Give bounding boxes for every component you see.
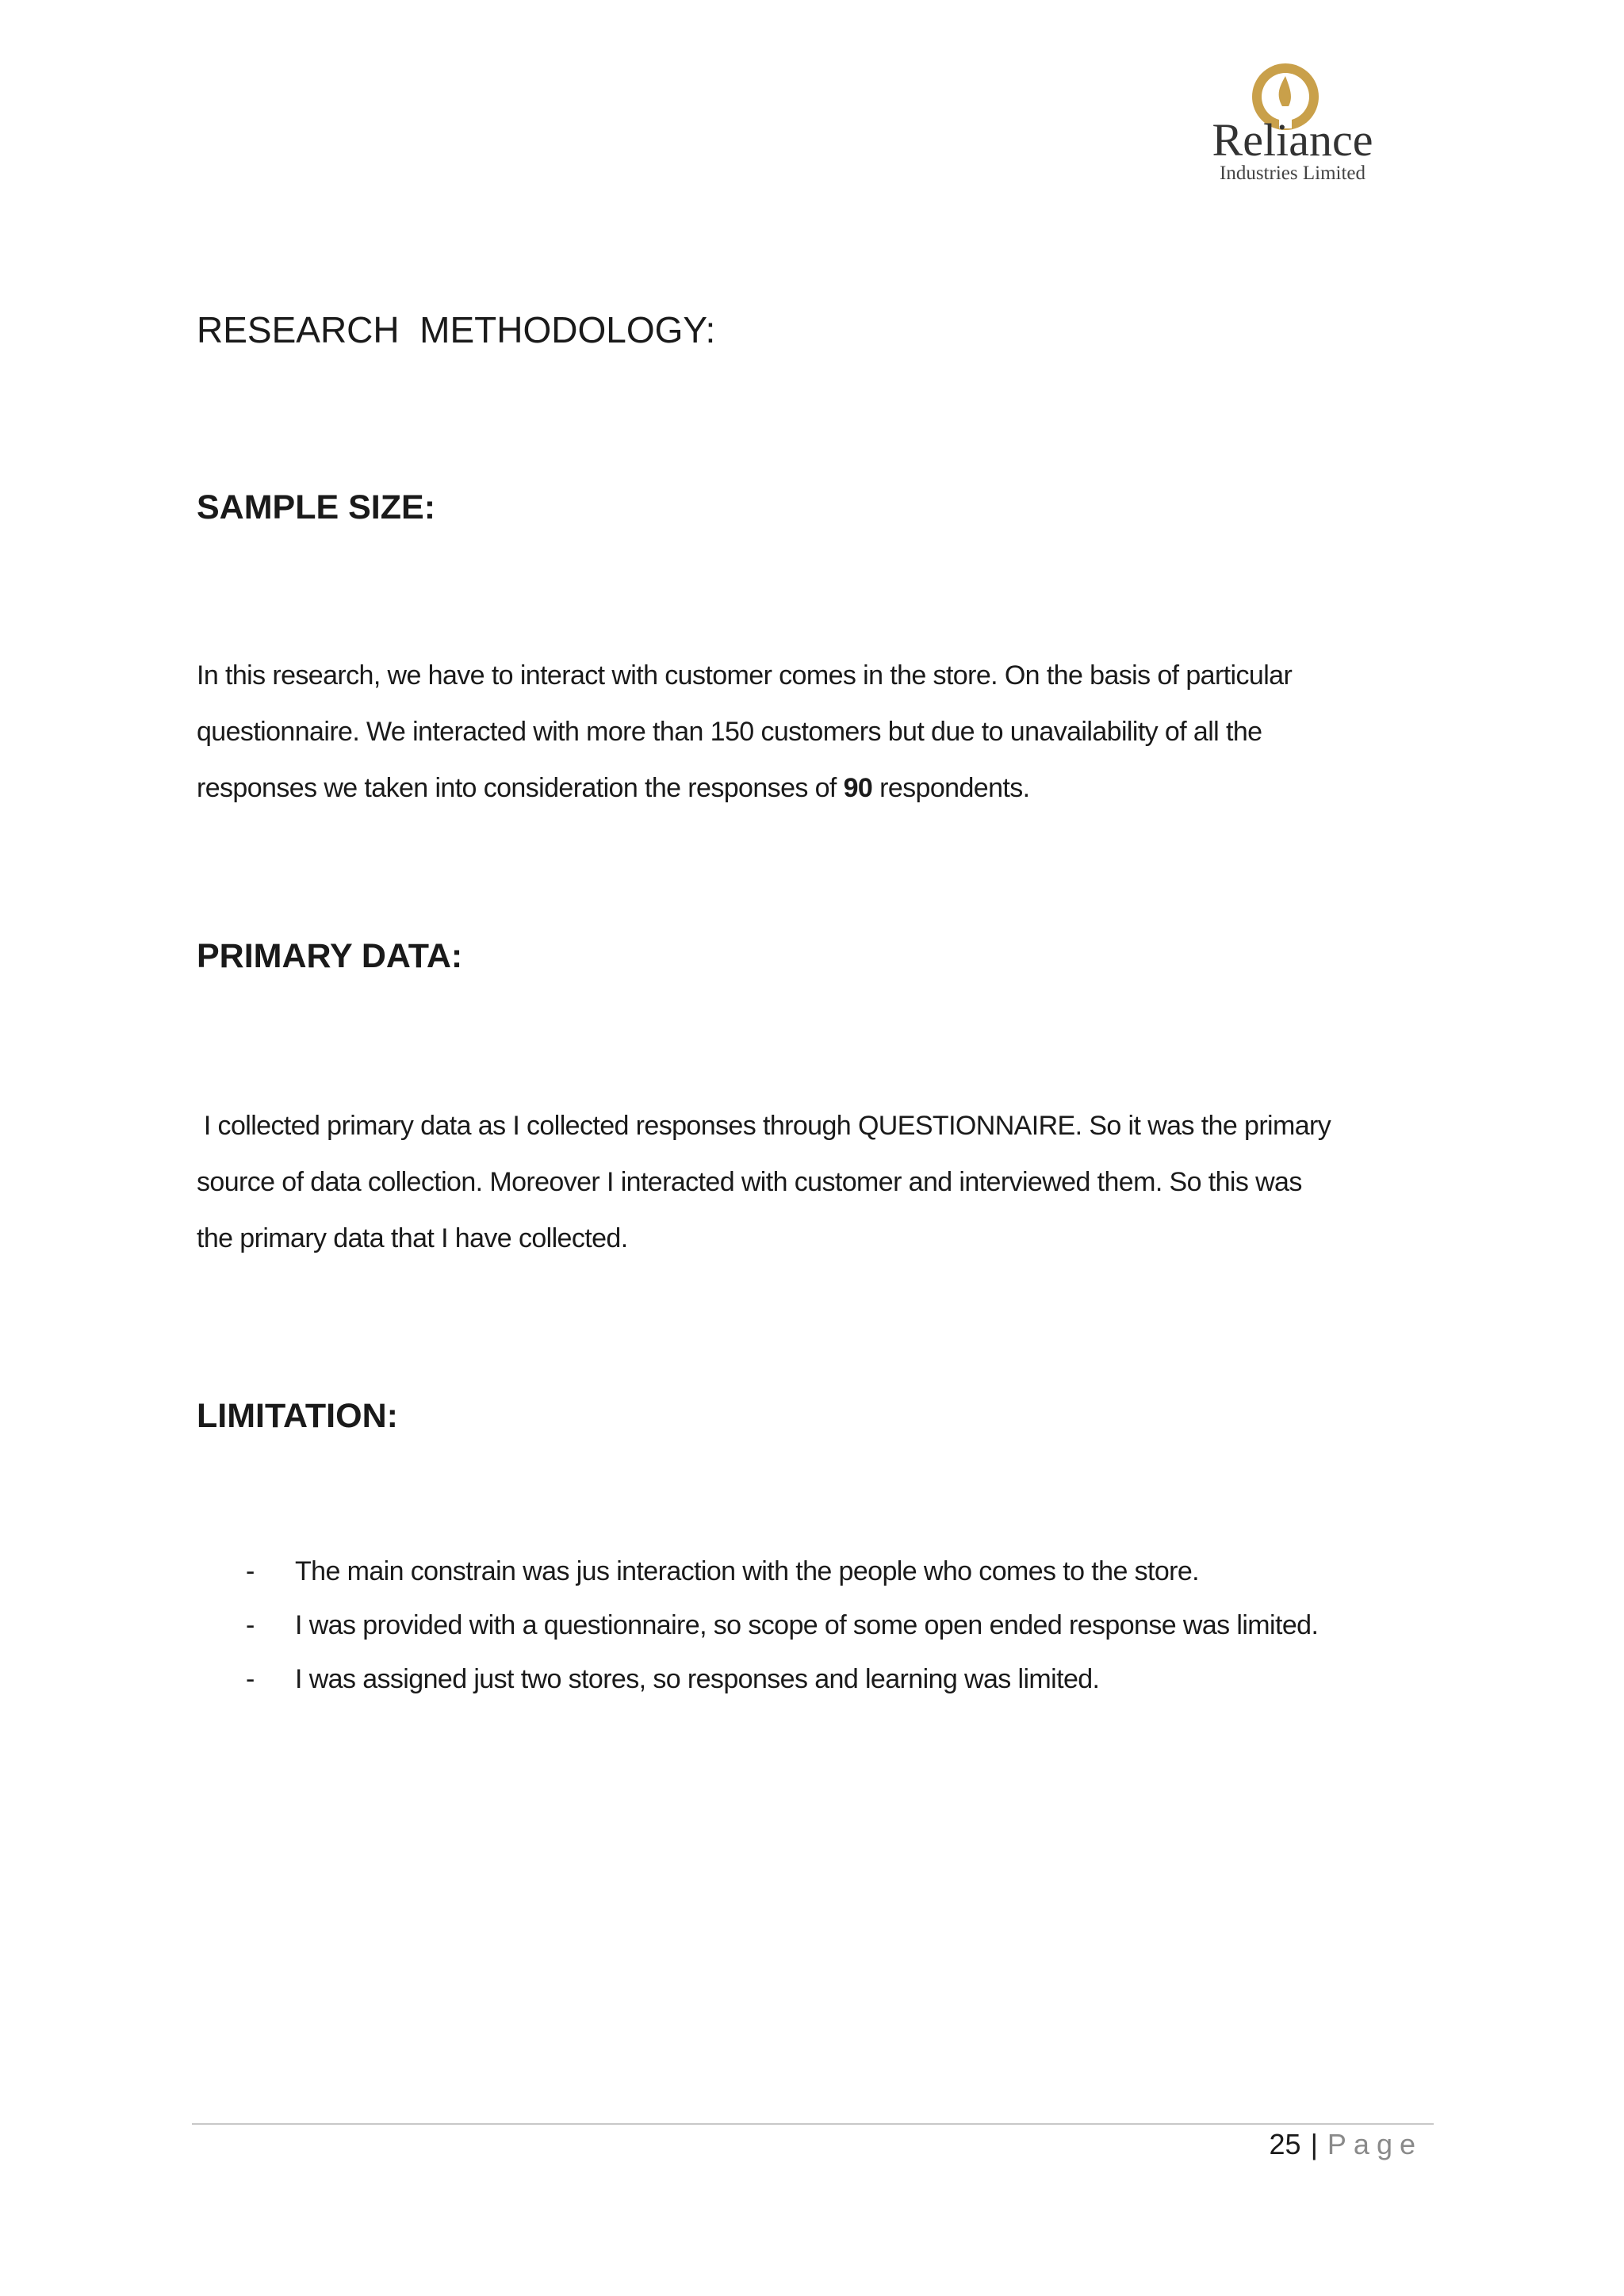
limitation-item-1: The main constrain was jus interaction with the people who comes to the store. — [295, 1556, 1200, 1586]
sample-size-line-3-after: respondents. — [872, 773, 1030, 803]
bullet-dash: - — [246, 1610, 255, 1640]
logo-name: Reliance — [1212, 114, 1373, 166]
page-footer — [1270, 2125, 1423, 2164]
primary-data-heading-colon: : — [450, 937, 463, 975]
limitation-item-2: I was provided with a questionnaire, so scope of some open ended response was limited. — [295, 1610, 1319, 1640]
limitation-list — [197, 1544, 1319, 1706]
bullet-dash: - — [246, 1556, 255, 1586]
page-title: RESEARCH METHODOLOGY: — [197, 309, 716, 350]
limitation-heading-text: LIMITATION: — [197, 1397, 398, 1435]
sample-size-heading-text: SAMPLE SIZE — [197, 488, 424, 526]
bullet-dash: - — [246, 1664, 255, 1694]
page-number: 25 — [1269, 2128, 1301, 2160]
list-item — [197, 1544, 1200, 1598]
primary-data-line-1: I collected primary data as I collected responses through QUESTIONNAIRE. So it was the primary — [197, 1111, 1331, 1141]
footer-separator: | — [1310, 2128, 1318, 2160]
logo-subtitle: Industries Limited — [1220, 163, 1365, 184]
footer-divider — [192, 2123, 1434, 2125]
primary-data-paragraph — [197, 1098, 1434, 1267]
sample-size-line-1: In this research, we have to interact with customer comes in the store. On the basis of particular — [197, 660, 1293, 691]
sample-size-line-2: questionnaire. We interacted with more than 150 customers but due to unavailability of all the — [197, 717, 1262, 747]
sample-size-paragraph — [197, 648, 1434, 817]
primary-data-heading-text: PRIMARY DATA — [197, 937, 451, 975]
list-item — [197, 1652, 1100, 1706]
list-item — [197, 1598, 1319, 1652]
reliance-logo — [1193, 62, 1392, 189]
sample-size-heading-colon: : — [423, 488, 436, 526]
limitation-item-3: I was assigned just two stores, so responses and learning was limited. — [295, 1664, 1100, 1694]
page-label: Page — [1327, 2128, 1423, 2160]
sample-size-line-3 — [197, 760, 1434, 817]
sample-size-heading — [197, 485, 435, 530]
primary-data-heading — [197, 934, 462, 978]
primary-data-line-2: source of data collection. Moreover I interacted with customer and interviewed them. So this was — [197, 1167, 1302, 1197]
respondent-count: 90 — [843, 773, 873, 803]
limitation-heading — [197, 1394, 398, 1438]
sample-size-line-3-before: responses we taken into consideration the responses of — [197, 773, 844, 803]
primary-data-line-3: the primary data that I have collected. — [197, 1223, 628, 1253]
